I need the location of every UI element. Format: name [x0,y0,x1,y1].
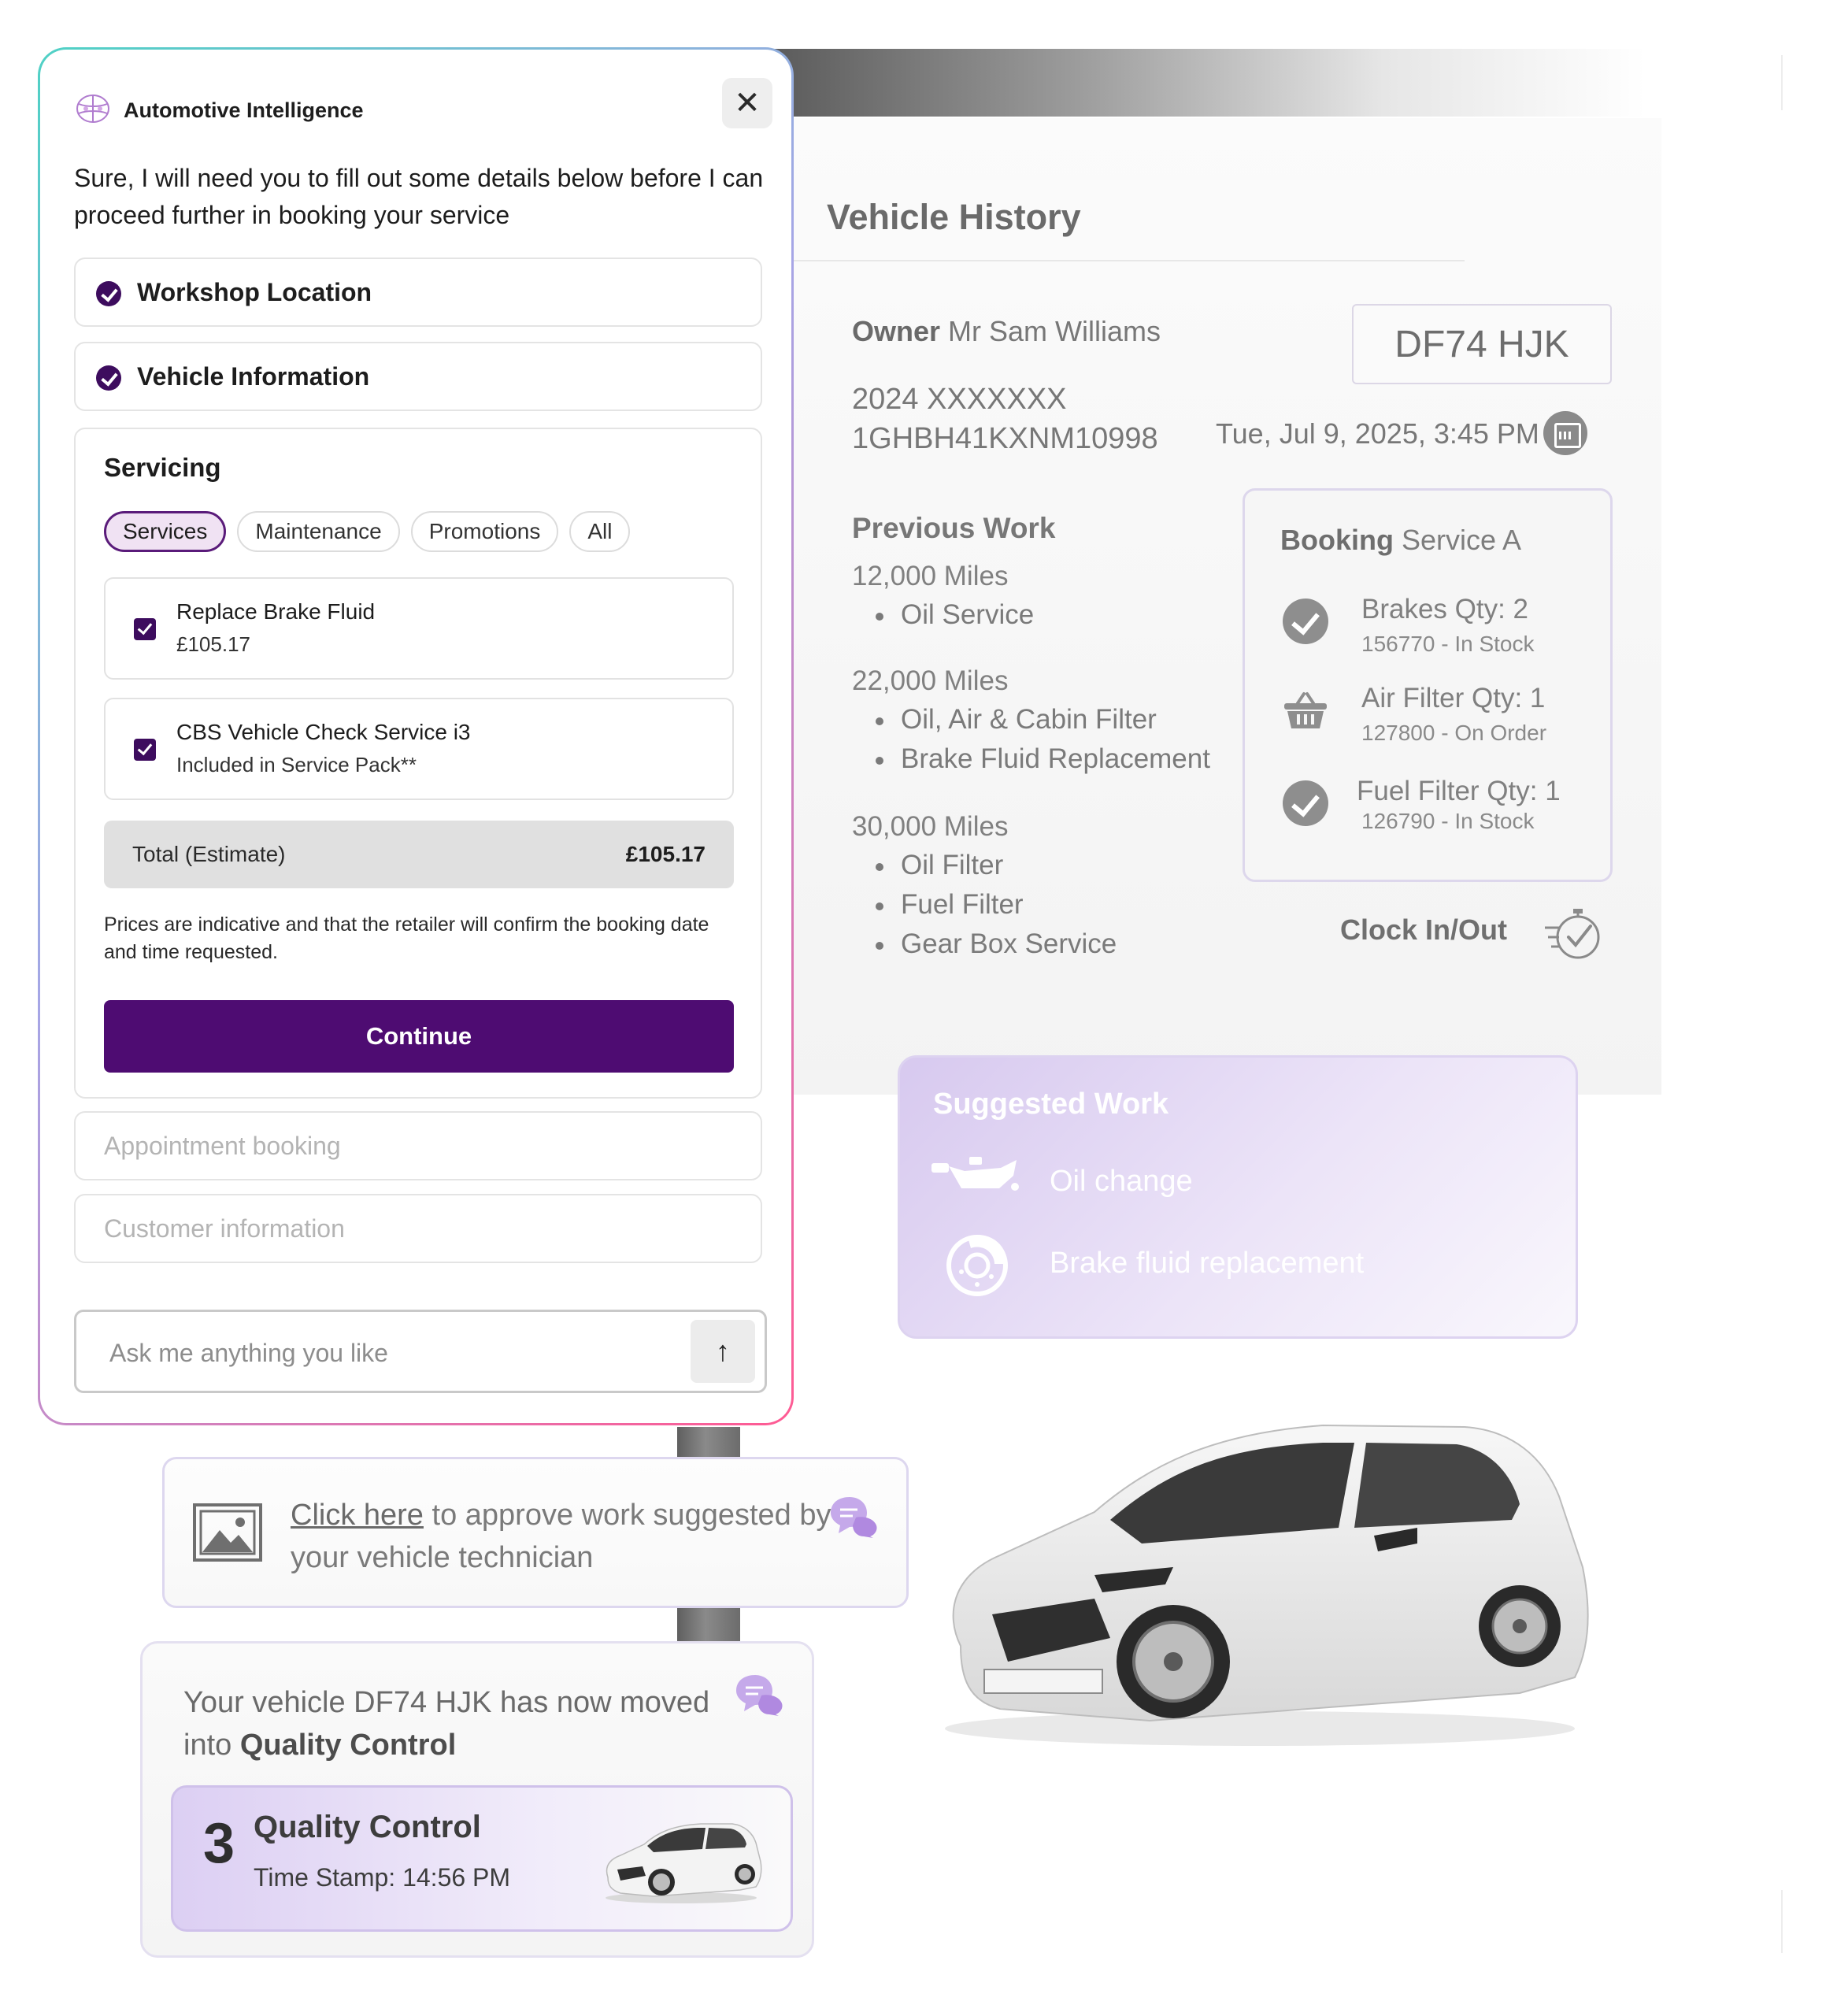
clock-in-out-label[interactable]: Clock In/Out [1340,914,1508,946]
quality-message-text: Your vehicle DF74 HJK has now moved into [183,1686,710,1762]
ask-input[interactable] [74,1310,767,1393]
part-status: 127800 - On Order [1361,721,1547,745]
service-option[interactable] [104,698,734,800]
ask-placeholder: Ask me anything you like [109,1339,388,1367]
assistant-message: Sure, I will need you to fill out some details below before I can proceed further in booking your service [74,164,764,229]
booking-service-card [1243,488,1613,882]
vehicle-history-panel [787,118,1661,1095]
quality-status-card [171,1785,793,1932]
tab-maintenance[interactable]: Maintenance [237,511,399,552]
part-name: Fuel Filter Qty: 1 [1357,776,1561,806]
brand-name: Automotive Intelligence [124,98,364,122]
servicing-heading: Servicing [104,453,221,482]
stopwatch-check-icon[interactable] [1543,904,1605,962]
vehicle-details [852,380,1158,458]
booking-title-rest: Service A [1402,524,1522,556]
step-label: Workshop Location [137,278,372,306]
work-item: Brake Fluid Replacement [876,739,1210,779]
servicing-tabs [104,511,630,552]
step-workshop-location[interactable] [74,258,762,327]
tab-promotions[interactable]: Promotions [411,511,559,552]
service-option[interactable] [104,577,734,680]
suggested-work-title: Suggested Work [933,1088,1169,1121]
brain-logo-icon [75,93,111,124]
approve-work-card [162,1457,909,1608]
work-miles: 22,000 Miles [852,665,1009,696]
tab-all[interactable]: All [569,511,630,552]
previous-work-group [852,665,1210,779]
owner-name: Mr Sam Williams [948,315,1161,347]
check-circle-icon [96,281,121,306]
decorative-gradient-bar-top [772,49,1646,117]
checkbox-checked[interactable] [134,618,156,640]
work-item: Oil Filter [876,846,1117,885]
status-timestamp: Time Stamp: 14:56 PM [254,1863,511,1892]
owner-line [852,315,1161,348]
work-miles: 12,000 Miles [852,561,1009,591]
license-plate: DF74 HJK [1352,304,1612,384]
status-title: Quality Control [254,1810,481,1844]
service-name: CBS Vehicle Check Service i3 [176,720,471,744]
continue-button[interactable]: Continue [104,1000,734,1073]
click-here-link[interactable]: Click here [291,1499,424,1532]
service-price: £105.17 [176,632,250,656]
part-status: 126790 - In Stock [1361,809,1535,833]
decorative-edge-line [1781,55,1783,110]
part-status: 156770 - In Stock [1361,632,1535,656]
work-item: Gear Box Service [876,925,1117,964]
suggested-item-oil: Oil change [1050,1165,1193,1198]
step-vehicle-information[interactable] [74,342,762,411]
total-value: £105.17 [625,842,706,866]
step-appointment-booking[interactable] [74,1111,762,1180]
check-circle-icon [1283,780,1328,826]
booking-datetime: Tue, Jul 9, 2025, 3:45 PM [1216,417,1539,450]
servicing-section [74,428,762,1099]
previous-work-group [852,811,1117,964]
quality-message-bold: Quality Control [239,1729,457,1762]
close-icon: ✕ [734,86,761,120]
work-item: Oil Service [876,595,1034,635]
price-disclaimer: Prices are indicative and that the retailer will confirm the booking date and time requested. [104,914,709,963]
car-thumbnail [598,1819,764,1906]
decorative-post [677,1427,740,1457]
step-customer-information[interactable] [74,1194,762,1263]
image-icon [193,1503,262,1562]
work-item: Fuel Filter [876,885,1117,925]
checkbox-checked[interactable] [134,739,156,761]
part-name: Brakes Qty: 2 [1361,594,1529,624]
decorative-edge-line [1781,1890,1783,1953]
owner-label: Owner [852,315,941,347]
suggested-work-card [898,1055,1578,1339]
vehicle-model: 2024 XXXXXXX [852,383,1067,416]
service-price: Included in Service Pack** [176,753,417,776]
calendar-icon[interactable] [1543,411,1587,455]
decorative-gradient-bar-bottom [795,1885,1583,1950]
step-label: Customer information [104,1214,345,1243]
part-name: Air Filter Qty: 1 [1361,683,1546,713]
oil-can-icon [931,1152,1020,1196]
step-label: Vehicle Information [137,362,370,391]
assistant-panel [40,50,791,1423]
close-button[interactable] [722,78,772,128]
booking-title-bold: Booking [1280,524,1394,556]
chat-bubbles-icon[interactable] [733,1672,785,1716]
chat-bubbles-icon[interactable] [828,1494,880,1538]
brake-disc-icon [944,1232,1010,1299]
previous-work-group [852,561,1034,635]
arrow-up-icon: ↑ [716,1335,730,1367]
check-circle-icon [1283,598,1328,644]
car-image [913,1410,1598,1764]
vehicle-history-title: Vehicle History [827,197,1081,237]
work-item: Oil, Air & Cabin Filter [876,700,1210,739]
suggested-item-brake-fluid: Brake fluid replacement [1050,1247,1365,1280]
vehicle-vin: 1GHBH41KXNM10998 [852,422,1158,455]
tab-services[interactable]: Services [104,511,226,552]
send-button[interactable] [691,1320,755,1383]
quality-control-card [140,1641,814,1958]
step-label: Appointment booking [104,1132,341,1160]
check-circle-icon [96,365,121,391]
work-miles: 30,000 Miles [852,811,1009,842]
status-step-number: 3 [203,1812,235,1875]
previous-work-title: Previous Work [852,512,1056,544]
basket-icon [1283,687,1328,733]
total-estimate [104,821,734,888]
divider [787,260,1465,261]
approve-text: to approve work suggested by your vehicle technician [291,1499,831,1574]
quality-message [183,1681,735,1766]
assistant-panel-border [38,47,794,1425]
approve-message [291,1494,842,1579]
booking-title [1280,524,1521,557]
service-name: Replace Brake Fluid [176,599,376,624]
total-label: Total (Estimate) [132,842,286,866]
